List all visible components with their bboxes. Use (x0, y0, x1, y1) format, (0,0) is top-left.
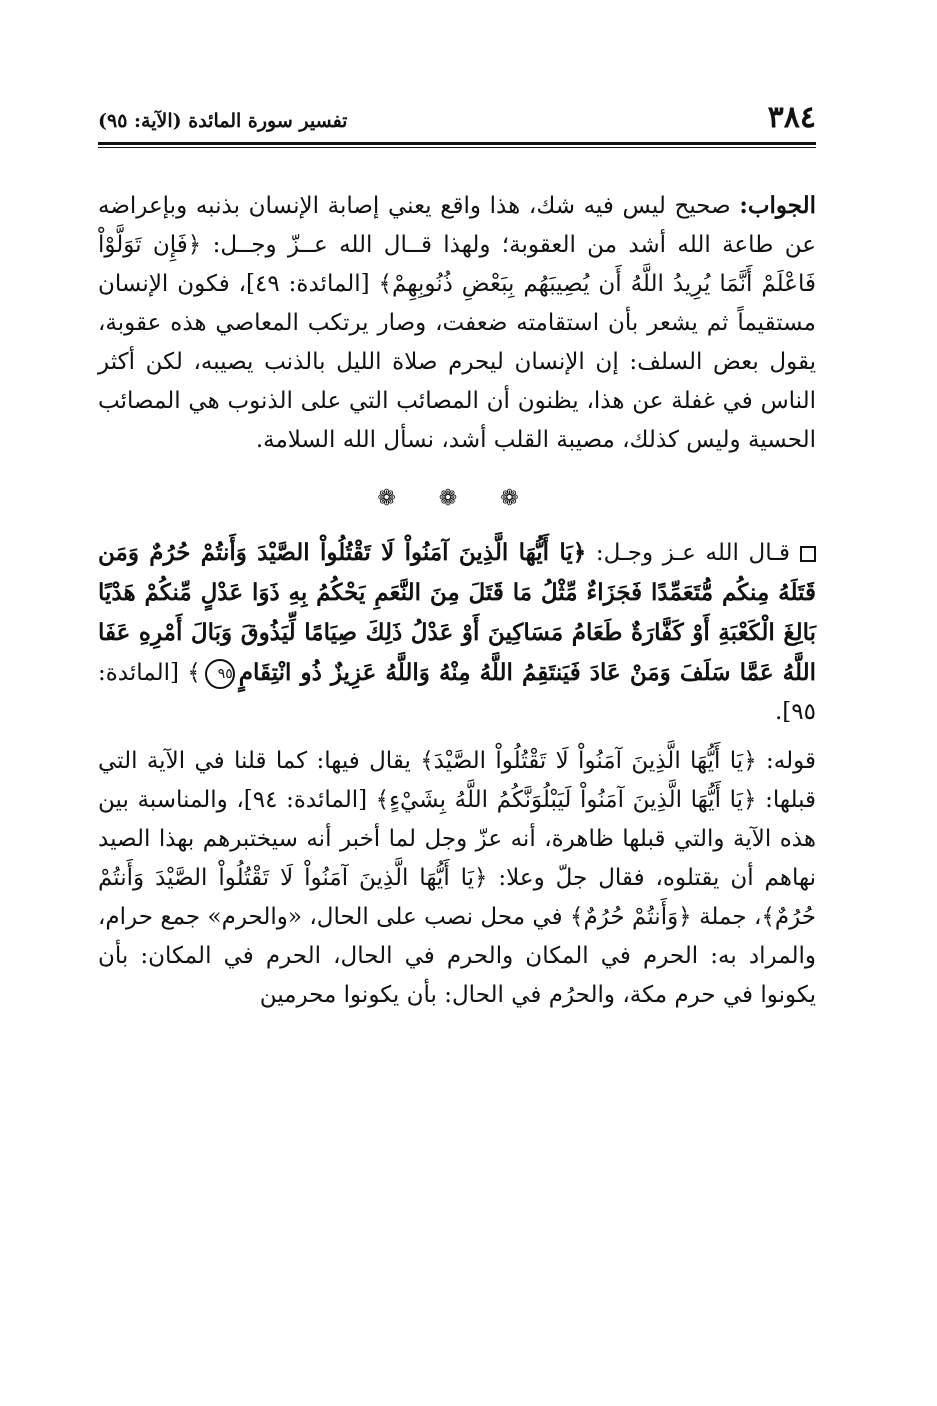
page-header (98, 100, 816, 142)
answer-paragraph (98, 186, 816, 460)
ayah-number-marker: ٩٥ (205, 659, 235, 689)
commentary-paragraph: قوله: ﴿يَا أَيُّهَا الَّذِينَ آمَنُواْ لَا تَقْتُلُواْ الصَّيْدَ﴾ يقال فيها: كما قلنا في الآية التي قبلها: ﴿يَا أَيُّهَا الَّذِينَ آمَنُواْ لَيَبْلُوَنَّكُمُ اللَّهُ بِشَيْءٍ﴾ [المائدة: ٩٤]، والمناسبة بين هذه الآية والتي قبلها ظاهرة، أنه عزّ وجل لما أخبر أنه سيختبرهم بهذا الصيد نهاهم أن يقتلوه، فقال جلّ وعلا: ﴿يَا أَيُّهَا الَّذِينَ آمَنُواْ لَا تَقْتُلُواْ الصَّيْدَ وَأَنتُمْ حُرُمٌ﴾، جملة ﴿وَأَنتُمْ حُرُمٌ﴾ في محل نصب على الحال، «والحرم» جمع حرام، والمراد به: الحرم في المكان والحرم في الحال، الحرم في المكان: بأن يكونوا في حرم مكة، والحرُم في الحال: بأن يكونوا محرمين (98, 748, 817, 1008)
verse-paragraph (98, 533, 816, 732)
book-page (98, 100, 816, 1015)
section-divider: ❁ ❁ ❁ (377, 486, 537, 511)
verse-closing: ﴾ [المائدة: ٩٥]. (98, 660, 816, 725)
answer-lead: الجواب: (739, 192, 816, 219)
running-title: تفسير سورة المائدة (الآية: ٩٥) (98, 110, 348, 132)
square-bullet-icon (800, 546, 816, 562)
verse-intro: قـال الله عـز وجـل: (586, 540, 790, 566)
answer-text: صحيح ليس فيه شك، هذا واقع يعني إصابة الإنسان بذنبه وبإعراضه عن طاعة الله أشد من العقوبة؛ ولهذا قــال الله عــزّ وجــل: ﴿فَإِن تَوَلَّوْاْ فَاعْلَمْ أَنَّمَا يُرِيدُ اللَّهُ أَن يُصِيبَهُم بِبَعْضِ ذُنُوبِهِمْ﴾ [المائدة: ٤٩]، فكون الإنسان مستقيماً ثم يشعر بأن استقامته ضعفت، وصار يرتكب المعاصي هذه عقوبة، يقول بعض السلف: إن الإنسان ليحرم صلاة الليل بالذنب يصيبه، لكن أكثر الناس في غفلة عن هذا، يظنون أن المصائب التي على الذنوب هي المصائب الحسية وليس كذلك، مصيبة القلب أشد، نسأل الله السلامة. (98, 193, 817, 453)
page-number: ٣٨٤ (767, 100, 816, 135)
verse-text: ﴿يَا أَيُّهَا الَّذِينَ آمَنُواْ لَا تَقْتُلُواْ الصَّيْدَ وَأَنتُمْ حُرُمٌ وَمَن قَتَلَهُ مِنكُم مُّتَعَمِّدًا فَجَزَاءٌ مِّثْلُ مَا قَتَلَ مِنَ النَّعَمِ يَحْكُمُ بِهِ ذَوَا عَدْلٍ مِّنكُمْ هَدْيًا بَالِغَ الْكَعْبَةِ أَوْ كَفَّارَةٌ طَعَامُ مَسَاكِينَ أَوْ عَدْلُ ذَلِكَ صِيَامًا لِّيَذُوقَ وَبَالَ أَمْرِهِ عَفَا اللَّهُ عَمَّا سَلَفَ وَمَنْ عَادَ فَيَنتَقِمُ اللَّهُ مِنْهُ وَاللَّهُ عَزِيزٌ ذُو انْتِقَامٍ (98, 539, 816, 686)
header-rule (98, 142, 816, 148)
